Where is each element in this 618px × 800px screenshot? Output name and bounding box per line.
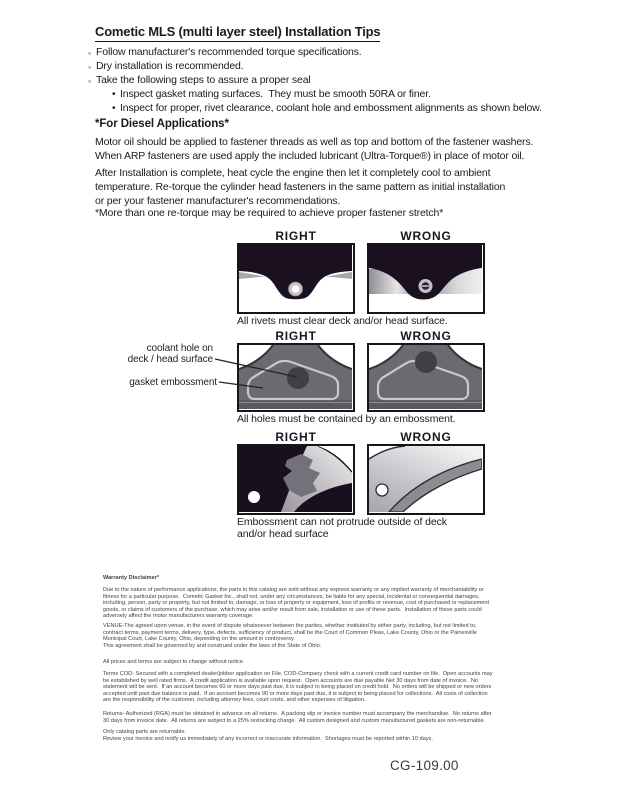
terms-paragraph: [103, 671, 493, 704]
venue-paragraph: [103, 623, 477, 649]
warranty-paragraph: [103, 587, 489, 620]
warranty-disclaimer-heading: Warranty Disclaimer*: [103, 575, 160, 581]
diesel-paragraph-1: [95, 135, 533, 163]
fine-print-line: are the responsibility of the customer, including attorney fees, court costs, and other expenses of litigation.: [103, 697, 366, 703]
paragraph-line: After Installation is complete, heat cycle the engine then let it completely cool to ambient: [95, 167, 491, 179]
page-title: Cometic MLS (multi layer steel) Installation Tips: [95, 24, 380, 42]
filled-bullet-icon: •: [112, 103, 116, 114]
rivet-clearance-wrong-diagram: [367, 243, 485, 314]
embossment-containment-right-diagram: [237, 343, 355, 412]
right-label: RIGHT: [275, 430, 317, 444]
filled-bullet-icon: •: [112, 89, 116, 100]
paragraph-line: Motor oil should be applied to fastener threads as well as top and bottom of the fastener washers.: [95, 136, 534, 148]
fine-print-line: statement will be sent. If an account becomes 60 or more days past due, it is subject to being placed on credit hold. No orders will be shipped or new orders: [103, 684, 492, 690]
open-bullet-icon: ◦: [88, 76, 92, 86]
paragraph-line: temperature. Re-torque the cylinder head fasteners in the same pattern as initial installation: [95, 181, 506, 193]
wrong-label: WRONG: [400, 329, 452, 343]
fine-print-line: Terms COD- Secured with a completed dealer/jobber application on File, COD-Company check with a current credit card number on file. Open accounts may: [103, 671, 493, 677]
list-item-text: Take the following steps to assure a proper seal: [96, 74, 311, 86]
sub-list-item: [112, 88, 542, 102]
right-label: RIGHT: [275, 329, 317, 343]
open-bullet-icon: ◦: [88, 48, 92, 58]
prices-notice: All prices and terms are subject to change without notice.: [103, 659, 245, 665]
list-item-text: Follow manufacturer's recommended torque specifications.: [96, 46, 362, 58]
gasket-embossment-annotation: gasket embossment: [129, 377, 217, 388]
list-item: [88, 74, 542, 88]
row3-caption: [237, 517, 447, 540]
fine-print-line: Municipal Court, Lake County, Ohio, depending on the amount in controversy.: [103, 636, 295, 642]
annotation-line: coolant hole on: [146, 343, 213, 354]
fine-print-line: Due to the nature of performance applications, the parts in this catalog are sold without any express warranty or any implied warranty of merchantability or: [103, 587, 484, 593]
list-item-text: Inspect gasket mating surfaces. They must be smooth 50RA or finer.: [120, 88, 431, 100]
page-code: CG-109.00: [390, 758, 459, 773]
row2-caption: All holes must be contained by an embossment.: [237, 413, 456, 425]
wrong-label: WRONG: [400, 430, 452, 444]
row1-caption: All rivets must clear deck and/or head surface.: [237, 315, 448, 327]
caption-line: Embossment can not protrude outside of deck: [237, 516, 447, 528]
fine-print-line: adversely affect the motor manufacturers warranty coverage.: [103, 613, 254, 619]
rivet-clearance-right-diagram: [237, 243, 355, 314]
fine-print-line: contract terms, payment terms, delivery, type, defects, sufficiency of product, shall be the Court of Common Pleas, Lake County, Ohio or the Painesville: [103, 629, 478, 636]
fine-print-line: accepted until past due balance is paid. If an account becomes 90 or more days past due, it is subject to being placed for collections. All costs of collection: [103, 690, 488, 697]
returns-paragraph: [103, 711, 492, 724]
fine-print-line: be established by well rated firms. A credit application is available upon request. Open accounts are due payable Net 30 days from date of invoice. No: [103, 677, 478, 684]
right-label: RIGHT: [275, 229, 317, 243]
fine-print-line: VENUE-The agreed upon venue, in the event of dispute whatsoever between the parties, whether instituted by either party, including, but not limited to,: [103, 623, 477, 629]
annotation-line: deck / head surface: [127, 354, 213, 365]
list-item: [88, 60, 542, 74]
embossment-protrusion-right-diagram: [237, 444, 355, 515]
fine-print-line: goods, or claims of customers of the purchase, which may arise and/or result from sale, installation or use of these parts. Installation of these parts could: [103, 606, 482, 613]
embossment-protrusion-wrong-diagram: [367, 444, 485, 515]
installation-tips-list: [88, 46, 542, 116]
caption-line: and/or head surface: [237, 527, 329, 540]
paragraph-line: When ARP fasteners are used apply the included lubricant (Ultra-Torque®) in place of motor oil.: [95, 150, 525, 162]
retorque-note: *More than one re-torque may be required to achieve proper fastener stretch*: [95, 207, 444, 219]
list-item-text: Dry installation is recommended.: [96, 60, 244, 72]
catalog-returns-paragraph: [103, 729, 433, 742]
fine-print-line: Review your invoice and notify us immediately of any incorrect or inaccurate information. Shortages must be reported within 10 days.: [103, 735, 433, 742]
fine-print-line: fitness for a particular purpose. Cometic Gasket Inc., shall not, under any circumstances, be liable for any special, incidental or consequential damages,: [103, 593, 480, 600]
fine-print-line: Only catalog parts are returnable.: [103, 729, 187, 735]
paragraph-line: or per your fastener manufacturer's recommendations.: [95, 195, 341, 207]
wrong-label: WRONG: [400, 229, 452, 243]
diesel-paragraph-2: [95, 166, 505, 208]
coolant-hole-annotation: [100, 343, 213, 365]
open-bullet-icon: ◦: [88, 62, 92, 72]
fine-print-line: 30 days from invoice date. All returns are subject to a 25% restocking charge. All custom designed and custom manufactured gaskets are non-returnable.: [103, 717, 486, 724]
fine-print-line: Returns- Authorized (RGA) must be obtained in advance on all returns. A packing slip or invoice number must accompany the merchandise. No returns after: [103, 711, 492, 717]
fine-print-line: This agreement shall be governed by and construed under the laws of the State of Ohio.: [103, 642, 322, 649]
sub-list-item: [112, 102, 542, 116]
diesel-heading: *For Diesel Applications*: [95, 118, 229, 130]
list-item: [88, 46, 542, 60]
embossment-containment-wrong-diagram: [367, 343, 485, 412]
fine-print-line: including, person, party or property, but not limited to, damage, or loss of property or equipment, loss of profits or revenue, cost of purchased or replacement: [103, 600, 490, 606]
list-item-text: Inspect for proper, rivet clearance, coolant hole and embossment alignments as shown below.: [120, 102, 542, 114]
